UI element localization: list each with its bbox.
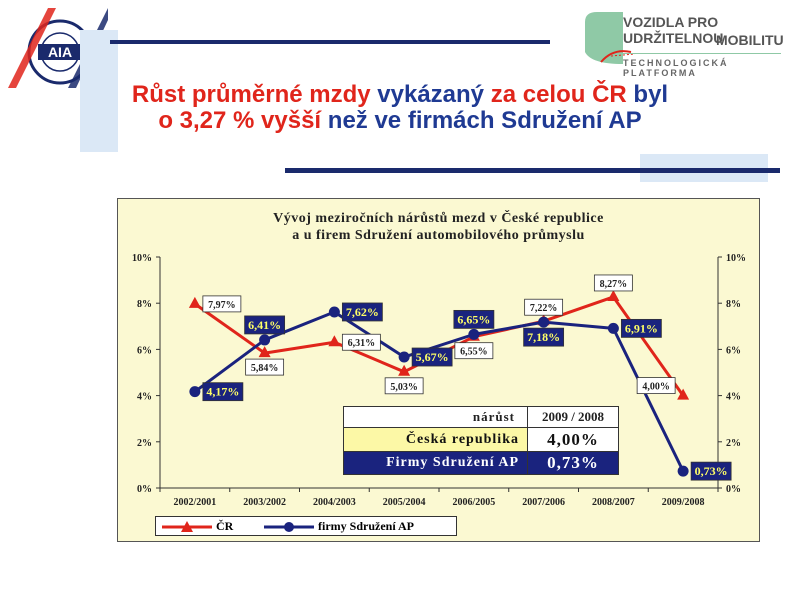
series-ap-data-label: 0,73% bbox=[694, 464, 728, 479]
y-tick-label-left: 8% bbox=[137, 299, 152, 311]
series-ap-point bbox=[608, 323, 619, 334]
x-tick-label: 2008/2007 bbox=[591, 497, 635, 508]
series-ap-point bbox=[468, 329, 479, 340]
series-ap-point bbox=[189, 386, 200, 397]
legend-cr-label: ČR bbox=[216, 519, 234, 533]
y-tick-label-right: 2% bbox=[726, 437, 741, 449]
summary-table bbox=[343, 406, 619, 475]
series-cr-data-label: 6,55% bbox=[460, 346, 488, 358]
y-tick-label-right: 4% bbox=[726, 391, 741, 403]
x-tick-label: 2007/2006 bbox=[522, 497, 566, 508]
series-ap-point bbox=[329, 306, 340, 317]
summary-header-value: 2009 / 2008 bbox=[528, 407, 618, 428]
series-cr-data-label: 6,31% bbox=[347, 338, 376, 350]
series-ap-point bbox=[399, 352, 410, 363]
chart-title-line2: a u firem Sdružení automobilového průmyslu bbox=[292, 228, 585, 243]
y-tick-label-left: 4% bbox=[137, 391, 152, 403]
headline-l2-blue: než ve firmách Sdružení AP bbox=[327, 107, 642, 134]
headline-l2-red: o 3,27 % vyšší bbox=[158, 107, 322, 134]
y-tick-label-right: 6% bbox=[726, 345, 741, 357]
x-tick-label: 2006/2005 bbox=[452, 497, 496, 508]
x-tick-label: 2009/2008 bbox=[661, 497, 705, 508]
series-ap-data-label: 6,65% bbox=[457, 312, 491, 327]
x-tick-label: 2002/2001 bbox=[173, 497, 217, 508]
series-ap-point bbox=[678, 466, 689, 477]
headline-l1-blue2: byl bbox=[633, 81, 669, 108]
y-tick-label-right: 8% bbox=[726, 299, 741, 311]
series-cr-data-label: 4,00% bbox=[642, 381, 670, 393]
series-cr-data-label: 5,03% bbox=[390, 381, 418, 393]
headline-l1-red: Růst průměrné mzdy bbox=[131, 81, 371, 108]
series-cr-data-label: 7,97% bbox=[208, 299, 236, 311]
headline-l1-red2: za celou ČR bbox=[490, 81, 627, 108]
series-ap-data-label: 6,41% bbox=[248, 317, 282, 332]
y-tick-label-right: 10% bbox=[726, 253, 746, 264]
summary-row2-label: Firmy Sdružení AP bbox=[344, 452, 528, 474]
aia-logo-text: AIA bbox=[47, 44, 73, 60]
series-ap-data-label: 6,91% bbox=[624, 321, 658, 336]
y-tick-label-left: 10% bbox=[132, 253, 152, 264]
legend-ap-swatch bbox=[262, 520, 316, 534]
headline-l1-blue: vykázaný bbox=[377, 81, 485, 108]
partner-logo-line3: TECHNOLOGICKÁ PLATFORMA bbox=[623, 58, 729, 78]
y-tick-label-right: 0% bbox=[726, 484, 741, 495]
legend-ap-label: firmy Sdružení AP bbox=[318, 519, 414, 533]
summary-row1-label: Česká republika bbox=[344, 428, 528, 452]
chart-title-line1: Vývoj meziročních nárůstů mezd v České republice bbox=[273, 211, 604, 226]
series-cr-data-label: 5,84% bbox=[250, 363, 279, 375]
y-tick-label-left: 6% bbox=[137, 345, 152, 357]
partner-logo-line2: MOBILITU bbox=[716, 32, 784, 48]
series-ap-data-label: 5,67% bbox=[415, 350, 449, 365]
series-ap-data-label: 7,18% bbox=[527, 330, 561, 345]
series-cr-data-label: 7,22% bbox=[529, 303, 558, 315]
chart-legend bbox=[155, 516, 457, 536]
legend-cr-swatch bbox=[160, 520, 214, 534]
x-tick-label: 2005/2004 bbox=[382, 497, 426, 508]
series-cr-point bbox=[328, 335, 340, 346]
y-tick-label-left: 0% bbox=[137, 484, 152, 495]
series-cr-point bbox=[607, 290, 619, 301]
series-ap-data-label: 4,17% bbox=[206, 384, 240, 399]
series-cr-point bbox=[189, 297, 201, 308]
y-tick-label-left: 2% bbox=[137, 437, 152, 449]
x-tick-label: 2003/2002 bbox=[243, 497, 287, 508]
series-cr-data-label: 8,27% bbox=[599, 278, 628, 290]
series-ap-point bbox=[538, 317, 549, 328]
summary-row1-value: 4,00% bbox=[528, 428, 618, 452]
partner-logo-line1: VOZIDLA PRO UDRŽITELNOU bbox=[623, 14, 724, 46]
summary-header-label: nárůst bbox=[344, 407, 528, 428]
series-ap-data-label: 7,62% bbox=[345, 304, 379, 319]
summary-row2-value: 0,73% bbox=[528, 452, 618, 474]
x-tick-label: 2004/2003 bbox=[312, 497, 356, 508]
series-ap-point bbox=[259, 334, 270, 345]
